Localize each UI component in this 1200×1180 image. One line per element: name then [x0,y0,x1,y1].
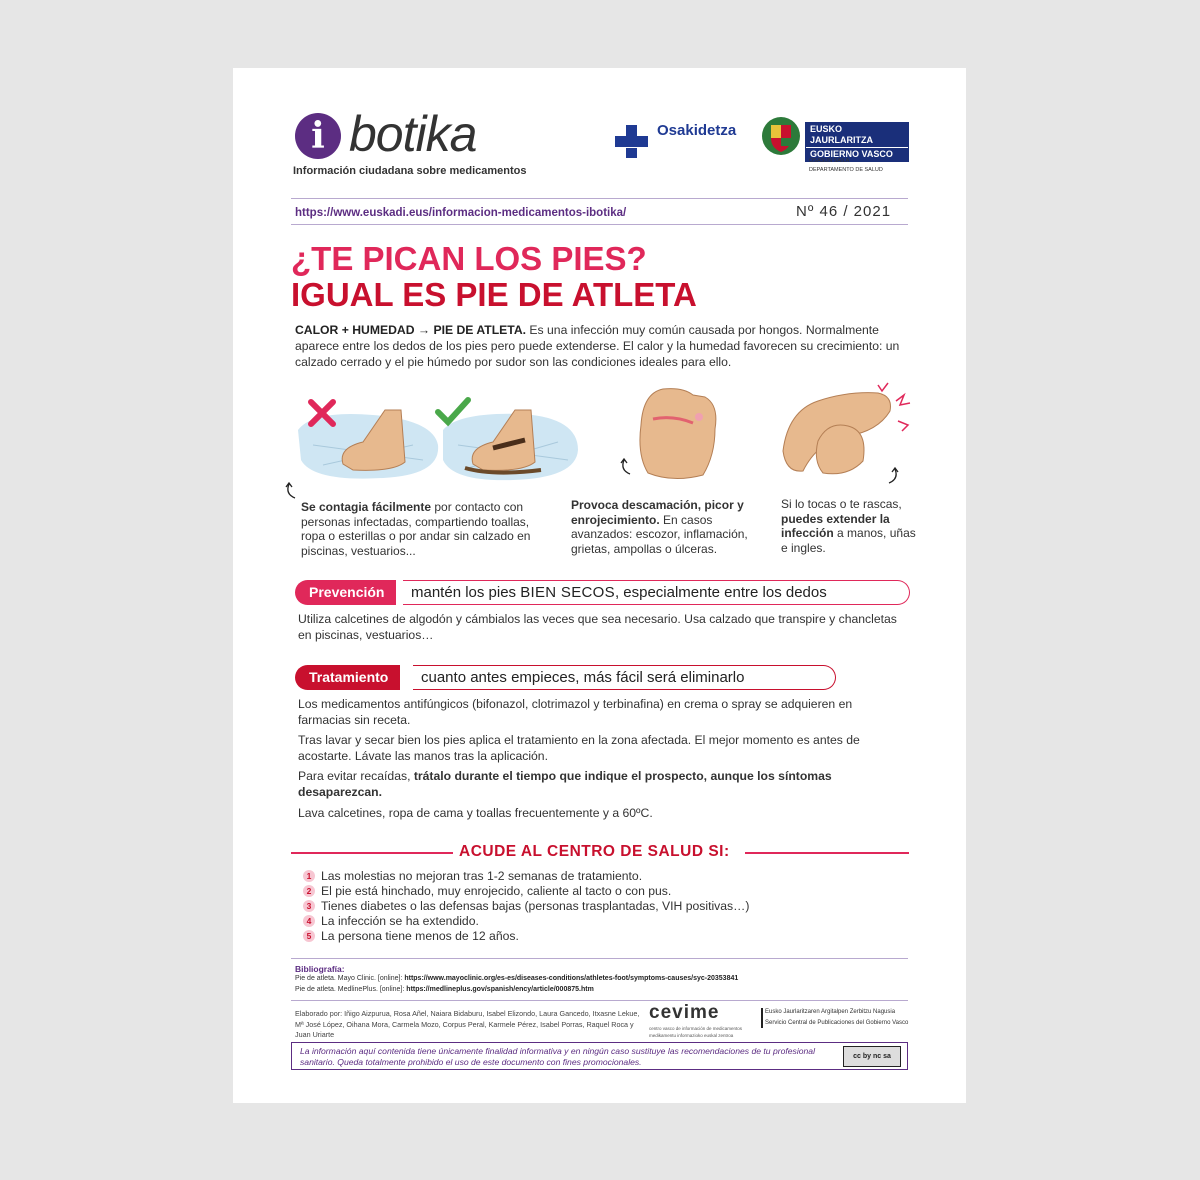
gov-dept-basque: OSASUN SAILA [809,158,850,164]
list-item [303,929,519,943]
osakidetza-cross-icon [614,123,650,159]
curl-arrow-icon [283,480,299,500]
header-rule-top [291,198,908,199]
caption-contagion [301,500,556,558]
title-line-2: IGUAL ES PIE DE ATLETA [291,276,697,313]
list-number: 5 [303,930,315,942]
caption-symptoms-bold: Provoca descamación, picor y enrojecimiento. [571,498,744,527]
logo-subtitle: Información ciudadana sobre medicamentos [293,165,527,177]
bibliography-ref-1 [295,975,738,982]
caption-contagion-bold: Se contagia fácilmente [301,500,432,514]
osakidetza-logo-text: Osakidetza [657,122,737,139]
creative-commons-badge: cc by nc sa [843,1046,901,1067]
list-text: Las molestias no mejoran tras 1-2 semanas de tratamiento. [321,869,643,883]
intro-paragraph [295,322,910,370]
acude-title: ACUDE AL CENTRO DE SALUD SI: [459,843,730,860]
ref-2-label: Pie de atleta. MedlinePlus. [online]: [295,986,407,993]
tratamiento-paragraph-2: Tras lavar y secar bien los pies aplica el tratamiento en la zona afectada. El mejor momento es antes de acostarte. Lávate las manos tras la aplicación. [298,733,860,763]
caption-spread-bold: puedes extender la infección [781,511,890,540]
intro-text: Es una infección muy común causada por hongos. Normalmente aparece entre los dedos de los pies pero puede extenderse. El calor y la humedad favorecen su crecimiento: un calzado cerrado y el pie húmedo por sudor son las condiciones ideales para ello. [295,323,900,369]
credits-text: Elaborado por: Iñigo Aizpurua, Rosa Añel, Naiara Bidaburu, Isabel Elizondo, Laura Gancedo, Itxasne Lekue, Mª José López, Oihana Mora, Carmela Mozo, Corpus Peral, Karmele Pérez, Isabel Porras, Raquel Roca y Juan Uriarte [295,1009,640,1039]
caption-contagion-text: por contacto con personas infectadas, compartiendo toallas, ropa o esterillas o por andar sin calzado en piscinas, vestuarios... [301,500,531,558]
intro-bold: CALOR + HUMEDAD → PIE DE ATLETA. [295,323,527,337]
servicio-basque: Eusko Jaurlaritzaren Argitalpen Zerbitzu Nagusia [765,1009,896,1015]
bibliography-rule [291,958,908,959]
curl-arrow-icon [618,456,634,476]
list-text: Tienes diabetes o las defensas bajas (personas trasplantadas, VIH positivas…) [321,899,750,913]
title-line-1: ¿TE PICAN LOS PIES? [291,240,647,277]
prevencion-motto-post: , especialmente entre los dedos [614,584,827,601]
gobierno-vasco-shield-icon [761,116,801,156]
bibliography-title: Bibliografía: [295,964,345,974]
list-text: La persona tiene menos de 12 años. [321,929,519,943]
tratamiento-header [295,665,835,690]
gov-line-1: EUSKO JAURLARITZA [806,123,908,147]
credits-rule [291,1000,908,1001]
servicio-logo-bar [761,1008,763,1028]
acude-line-left [291,852,453,854]
gov-line-2: GOBIERNO VASCO [806,147,908,161]
tratamiento-p3-bold: trátalo durante el tiempo que indique el prospecto, aunque los síntomas desaparezcan. [298,769,832,799]
tratamiento-paragraph-4: Lava calcetines, ropa de cama y toallas frecuentemente y a 60ºC. [298,806,653,820]
list-item [303,869,642,883]
list-number: 4 [303,915,315,927]
ref-1-label: Pie de atleta. Mayo Clinic. [online]: [295,975,405,982]
cevime-logo: cevime [649,1002,720,1023]
prevencion-header [295,580,915,605]
gov-dept-spanish: DEPARTAMENTO DE SALUD [809,167,883,173]
tratamiento-paragraph-1: Los medicamentos antifúngicos (bifonazol, clotrimazol y terbinafina) en crema o spray se adquieren en farmacias sin receta. [298,697,853,727]
list-item [303,899,749,913]
list-number: 2 [303,885,315,897]
acude-line-right [745,852,909,854]
caption-spread [781,497,916,555]
caption-spread-post: a manos, uñas e ingles. [781,526,916,555]
tratamiento-paragraph-3 [298,768,908,800]
ibotika-url-link[interactable]: https://www.euskadi.eus/informacion-medicamentos-ibotika/ [295,207,627,219]
disclaimer-box [291,1042,908,1070]
list-text: El pie está hinchado, muy enrojecido, caliente al tacto o con pus. [321,884,672,898]
bibliography-ref-2 [295,986,594,993]
list-item [303,884,671,898]
tratamiento-motto: cuanto antes empieces, más fácil será eliminarlo [413,665,836,690]
caption-symptoms-text: En casos avanzados: escozor, inflamación, grietas, ampollas o úlceras. [571,512,748,556]
prevencion-label: Prevención [295,580,396,605]
ibotika-logo-word: botika [349,106,477,162]
tratamiento-label: Tratamiento [295,665,400,690]
foot-sole-infection-illustration [633,385,723,483]
issue-number: Nº 46 / 2021 [796,203,892,220]
list-item [303,914,479,928]
ref-2-url-link[interactable]: https://medlineplus.gov/spanish/ency/article/000875.htm [406,986,594,993]
caption-spread-pre: Si lo tocas o te rascas, [781,497,902,511]
ibotika-i-logo-icon: i [295,113,341,159]
curl-arrow-icon [885,465,901,485]
leaflet-page [233,68,966,1103]
disclaimer-text: La información aquí contenida tiene únicamente finalidad informativa y en ningún caso sustituye las recomendaciones de tu profesional sanitario. Queda totalmente prohibido el uso de este documento con fines promocionales. [300,1046,815,1067]
ref-1-url-link[interactable]: https://www.mayoclinic.org/es-es/diseases-conditions/athletes-foot/symptoms-causes/syc-20353841 [404,975,739,982]
header-rule-bottom [291,224,908,225]
prevencion-text: Utiliza calcetines de algodón y cámbialos las veces que sea necesario. Usa calzado que transpire y chancletas en piscinas, vestuarios… [298,612,897,642]
caption-symptoms [571,498,766,556]
gobierno-vasco-logo [805,122,909,162]
list-number: 1 [303,870,315,882]
list-number: 3 [303,900,315,912]
feet-contagion-illustration [293,390,583,486]
cevime-subtitle-1: centro vasco de información de medicamentos [649,1026,743,1031]
tratamiento-p3-pre: Para evitar recaídas, [298,769,414,783]
prevencion-motto [403,580,910,605]
prevencion-motto-pre: mantén los pies [411,584,521,601]
cevime-subtitle-2: medikamentu informazioko euskal zentroa [649,1033,734,1038]
prevencion-motto-bold: BIEN SECOS [520,584,615,601]
list-text: La infección se ha extendido. [321,914,479,928]
servicio-spanish: Servicio Central de Publicaciones del Gobierno Vasco [765,1020,909,1026]
